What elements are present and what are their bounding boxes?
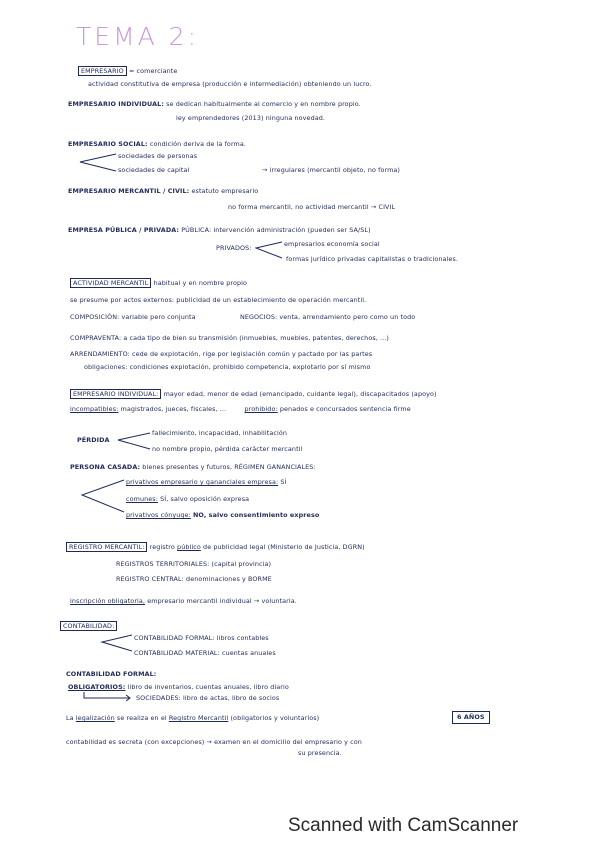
casada-option-1 bbox=[126, 478, 287, 487]
camscanner-watermark: Scanned with CamScanner bbox=[288, 815, 519, 836]
publica-heading: EMPRESA PÚBLICA / PRIVADA: bbox=[68, 226, 180, 234]
mercantil-heading: EMPRESARIO MERCANTIL / CIVIL: bbox=[68, 187, 190, 195]
social-line bbox=[68, 140, 246, 149]
actividad-head-text: habitual y en nombre propio bbox=[153, 279, 248, 287]
legal-mid: se realiza en el bbox=[116, 714, 167, 722]
casada-opt1-value: SÍ bbox=[280, 478, 287, 486]
individual-heading: EMPRESARIO INDIVIDUAL: bbox=[68, 100, 165, 108]
registro-head-publico: público bbox=[177, 543, 201, 551]
legal-registro: Registro Mercantil bbox=[168, 714, 229, 722]
casada-option-3 bbox=[126, 511, 319, 520]
social-text: condición deriva de la forma. bbox=[149, 140, 247, 148]
secreta-line-1: contabilidad es secreta (con excepciones) → examen en el domicilio del empresario y con bbox=[66, 738, 362, 746]
contabilidad-bracket-icon bbox=[100, 631, 134, 655]
obligatorios-label: OBLIGATORIOS: bbox=[68, 683, 126, 691]
actividad-line-5: obligaciones: condiciones explotación, prohibido competencia, explotarlo por sí mismo bbox=[84, 363, 371, 371]
legalizacion-line bbox=[66, 714, 319, 723]
actividad-line-3: COMPRAVENTA: a cada tipo de bien su transmisión (inmuebles, muebles, patentes, derechos, ...) bbox=[70, 334, 390, 342]
actividad-line-1: se presume por actos externos: publicidad de un establecimiento de operación mercantil. bbox=[70, 296, 367, 304]
contabilidad-heading bbox=[60, 622, 117, 631]
casada-text: bienes presentes y futuros, RÉGIMEN GANANCIALES: bbox=[142, 463, 316, 471]
privados-option-1: empresarios economía social bbox=[284, 240, 380, 248]
contabilidad-option-1: CONTABILIDAD FORMAL: libros contables bbox=[134, 634, 269, 642]
social-heading: EMPRESARIO SOCIAL: bbox=[68, 140, 148, 148]
perdida-bracket-icon bbox=[116, 431, 152, 453]
voluntaria-text: empresario mercantil individual → voluntaria. bbox=[147, 597, 297, 605]
actividad-line-4: ARRENDAMIENTO: cede de explotación, rige por legislación común y pactado por las partes bbox=[70, 350, 373, 358]
actividad-line-2 bbox=[70, 313, 415, 322]
sociedades-arrow-icon bbox=[82, 692, 134, 704]
empresario-label-box: EMPRESARIO bbox=[78, 66, 127, 76]
casada-opt3-label: privativos cónyuge: bbox=[126, 511, 191, 519]
actividad-label-box: ACTIVIDAD MERCANTIL bbox=[70, 278, 151, 288]
registro-heading bbox=[66, 543, 365, 552]
obligatorios-text: libro de inventarios, cuentas anuales, libro diario bbox=[127, 683, 289, 691]
casada-opt2-label: comunes: bbox=[126, 495, 158, 503]
composicion-text: COMPOSICIÓN: variable pero conjunta bbox=[70, 313, 196, 321]
casada-bracket-icon bbox=[80, 478, 126, 516]
ind-heading bbox=[70, 390, 437, 399]
registro-head-pre: registro bbox=[149, 543, 175, 551]
registro-label-box: REGISTRO MERCANTIL: bbox=[66, 542, 147, 552]
sociedades-text: SOCIEDADES: libro de actas, libro de socios bbox=[136, 694, 280, 702]
incompat-line bbox=[70, 405, 411, 414]
obligatorios-line bbox=[68, 683, 289, 692]
casada-opt2-value: SÍ, salvo oposición expresa bbox=[160, 495, 250, 503]
mercantil-text: estatuto empresario bbox=[191, 187, 259, 195]
individual-text: se dedican habitualmente al comercio y en nombre propio. bbox=[166, 100, 361, 108]
legal-legalizacion: legalización bbox=[75, 714, 115, 722]
individual-line bbox=[68, 100, 361, 109]
casada-opt1-label: privativos empresario y gananciales empresa: bbox=[126, 478, 279, 486]
casada-opt3-value: NO, salvo consentimiento expreso bbox=[192, 511, 320, 519]
ind-label-box: EMPRESARIO INDIVIDUAL: bbox=[70, 389, 161, 399]
individual-text-2: ley emprendedores (2013) ninguna novedad. bbox=[176, 114, 326, 122]
casada-option-2 bbox=[126, 495, 249, 504]
registro-line-2: REGISTRO CENTRAL: denominaciones y BORME bbox=[116, 575, 272, 583]
empresario-definition: actividad constitutiva de empresa (producción e intermediación) obteniendo un lucro. bbox=[88, 80, 372, 88]
contabilidad-option-2: CONTABILIDAD MATERIAL: cuentas anuales bbox=[134, 649, 276, 657]
registro-line-1: REGISTROS TERRITORIALES: (capital provincia) bbox=[116, 560, 272, 568]
casada-line bbox=[70, 463, 316, 472]
empresario-heading bbox=[78, 67, 177, 76]
social-irregulares: → irregulares (mercantil objeto, no forma) bbox=[262, 166, 401, 174]
prohibido-text: penados e concursados sentencia firme bbox=[279, 405, 411, 413]
perdida-option-1: fallecimiento, incapacidad, inhabilitación bbox=[152, 429, 288, 437]
prohibido-label: prohibido: bbox=[244, 405, 278, 413]
mercantil-text-2: no forma mercantil, no actividad mercantil → CIVIL bbox=[228, 203, 396, 211]
actividad-heading bbox=[70, 279, 247, 288]
mercantil-line bbox=[68, 187, 258, 196]
legal-pre: La bbox=[66, 714, 74, 722]
registro-line-3 bbox=[70, 597, 297, 606]
publica-text: PÚBLICA: intervención administración (pueden ser SA/SL) bbox=[181, 226, 371, 234]
contabilidad-label-box: CONTABILIDAD: bbox=[60, 621, 117, 631]
page-title: TEMA 2: bbox=[76, 22, 200, 51]
privados-label: PRIVADOS: bbox=[216, 244, 252, 252]
incompat-label: incompatibles: bbox=[70, 405, 119, 413]
registro-head-text: de publicidad legal (Ministerio de Justicia, DGRN) bbox=[203, 543, 365, 551]
publica-line bbox=[68, 226, 371, 235]
perdida-option-2: no nombre propio, pérdida carácter mercantil bbox=[152, 445, 303, 453]
negocios-text: NEGOCIOS: venta, arrendamiento pero como un todo bbox=[239, 313, 416, 321]
social-option-2: sociedades de capital bbox=[118, 166, 190, 174]
inscripcion-text: inscripción obligatoria, bbox=[70, 597, 146, 605]
perdida-label: PÉRDIDA bbox=[77, 436, 110, 444]
incompat-text: magistrados, jueces, fiscales, ... bbox=[120, 405, 227, 413]
privados-option-2: formas jurídico privadas capitalistas o tradicionales. bbox=[286, 255, 458, 263]
secreta-line-2: su presencia. bbox=[298, 749, 342, 757]
formal-heading: CONTABILIDAD FORMAL: bbox=[66, 670, 157, 678]
legal-post: (obligatorios y voluntarios) bbox=[230, 714, 320, 722]
privados-bracket-icon bbox=[254, 240, 284, 262]
ind-head-text: mayor edad, menor de edad (emancipado, cuidante legal), discapacitados (apoyo) bbox=[163, 390, 437, 398]
six-years-badge: 6 AÑOS bbox=[452, 711, 490, 724]
casada-heading: PERSONA CASADA: bbox=[70, 463, 141, 471]
social-option-1: sociedades de personas bbox=[118, 152, 198, 160]
empresario-equals: = comerciante bbox=[128, 67, 178, 75]
social-bracket-icon bbox=[78, 152, 118, 174]
